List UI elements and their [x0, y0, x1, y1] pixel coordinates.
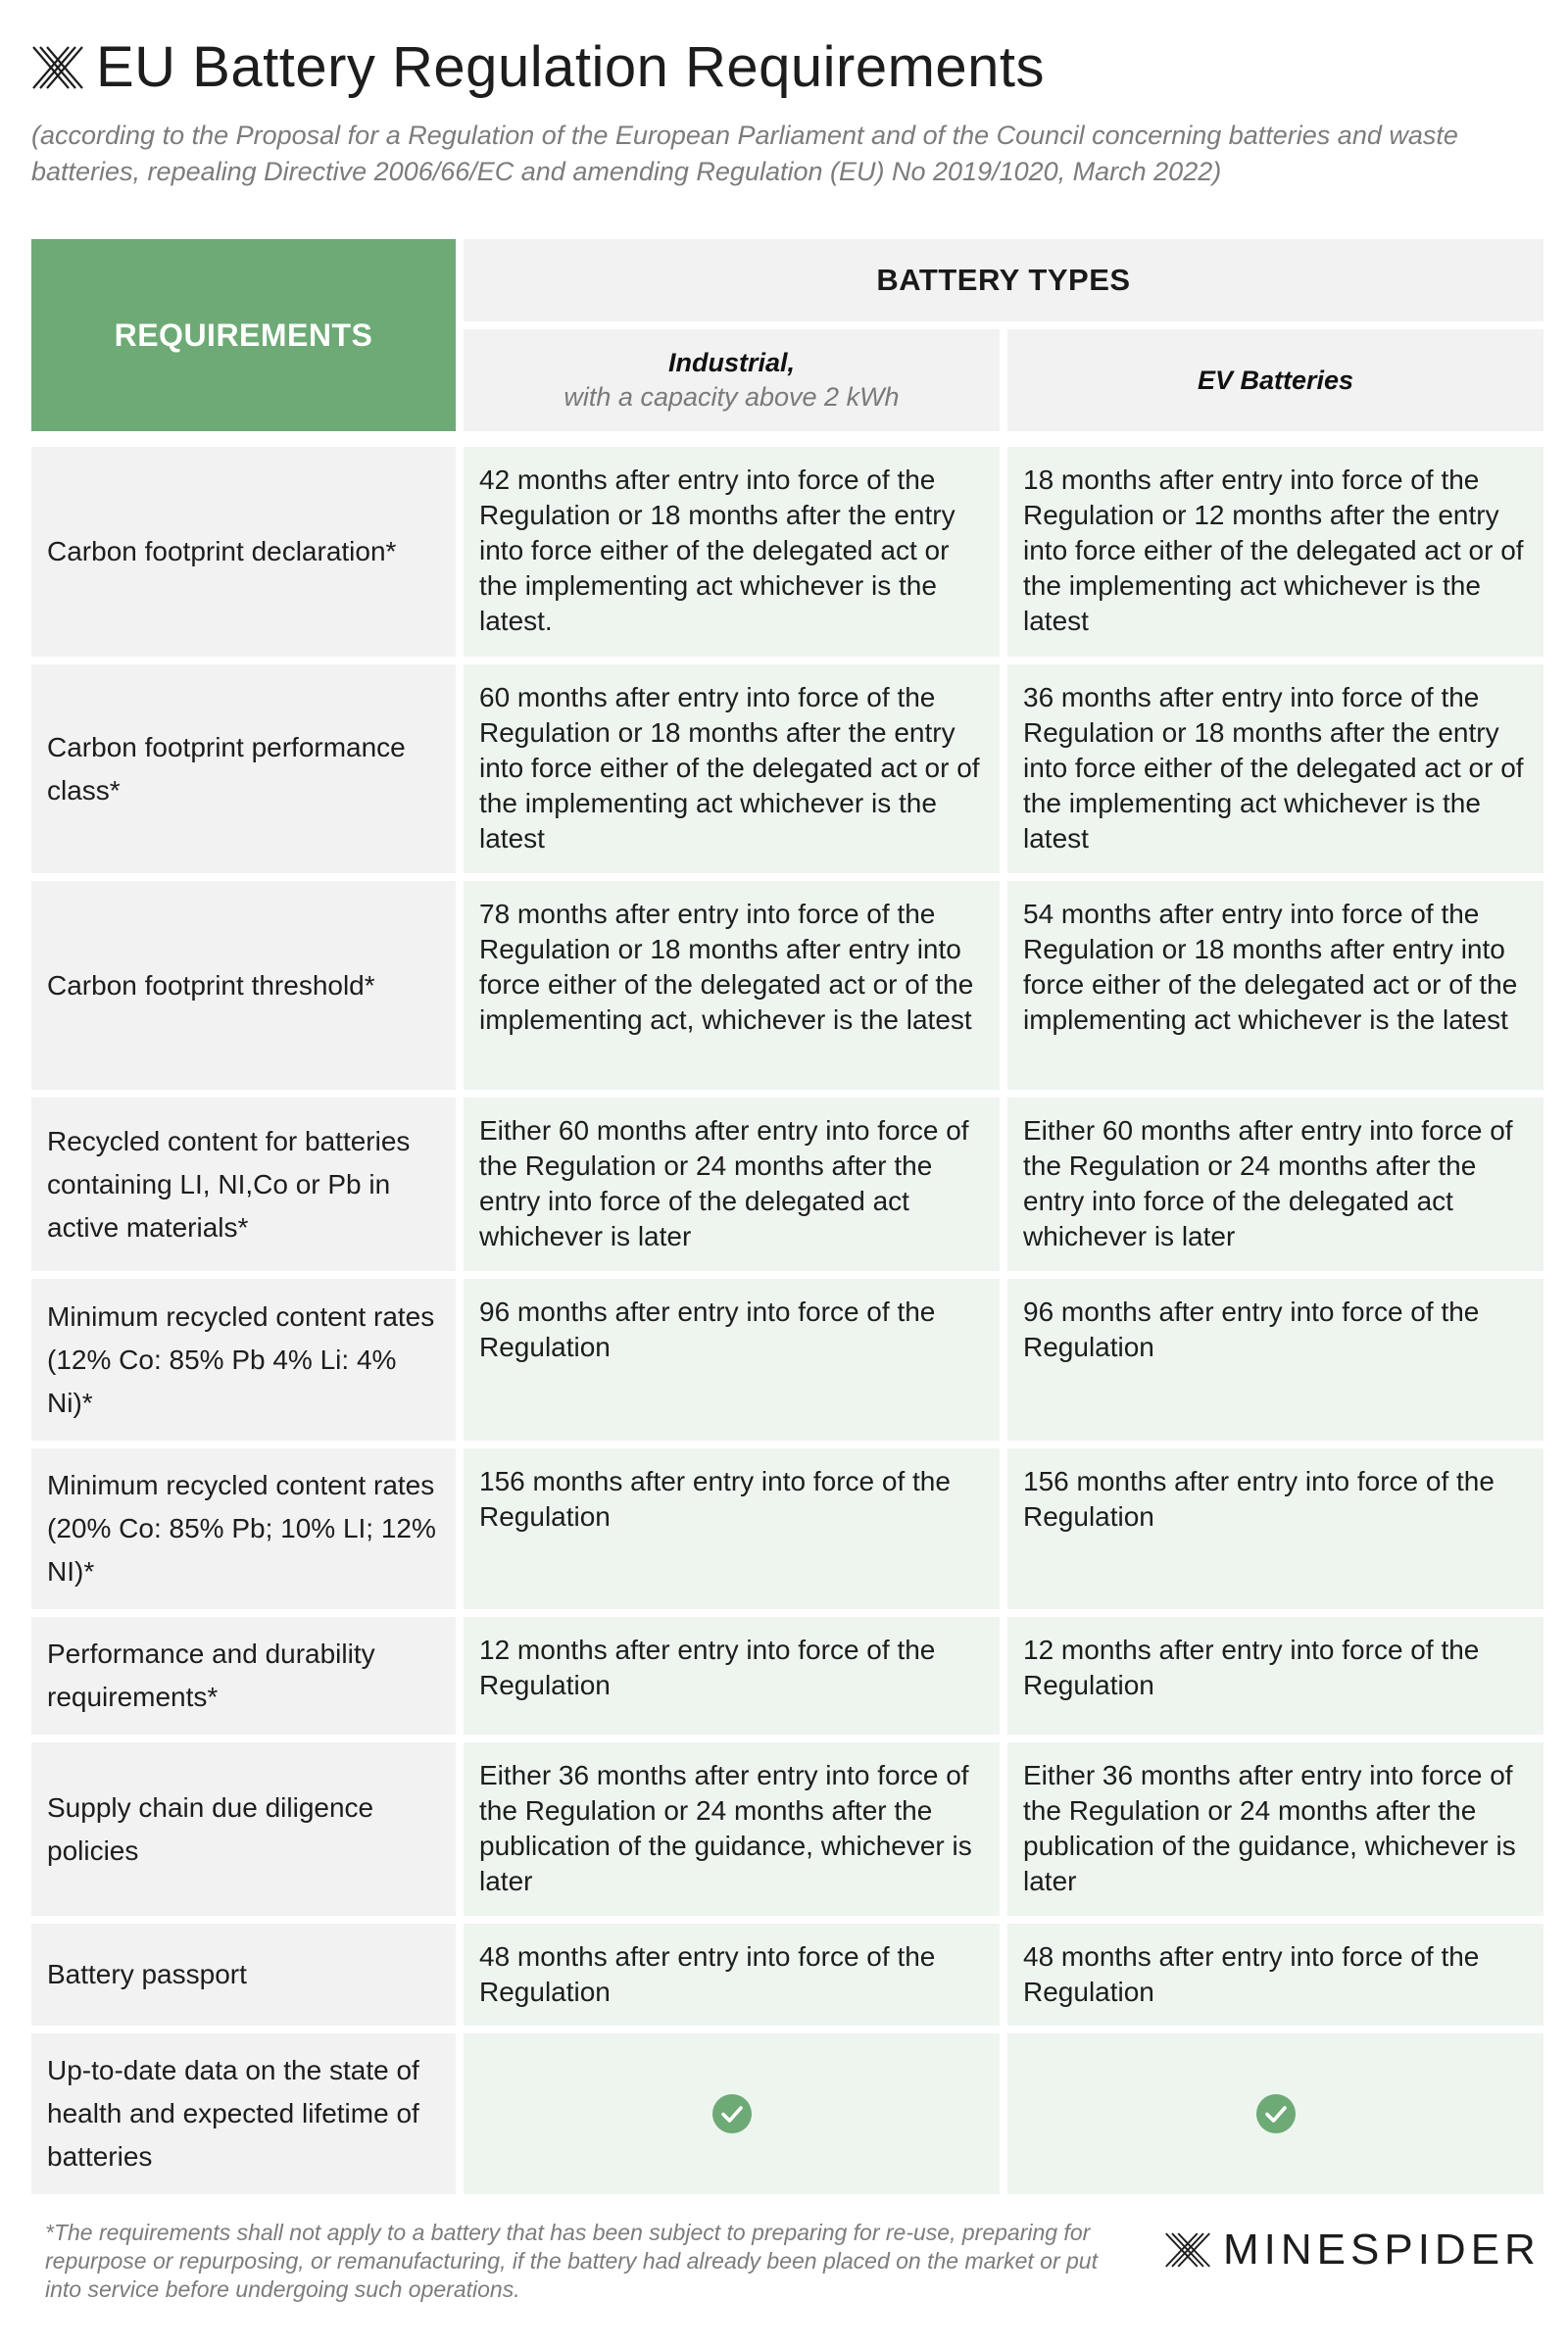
ev-cell: 18 months after entry into force of the Regulation or 12 months after the entry into force either of the delegated act or of the implementing act whichever is the latest — [1007, 447, 1544, 657]
page-title: EU Battery Regulation Requirements — [96, 35, 1046, 99]
industrial-cell: 42 months after entry into force of the Regulation or 18 months after the entry into force either of the delegated act or the implementing act whichever is the latest. — [464, 447, 1000, 657]
ev-cell: 156 months after entry into force of the Regulation — [1007, 1448, 1544, 1609]
column-title: EV Batteries — [1197, 365, 1354, 395]
crosshatch-logo-icon — [1164, 2226, 1211, 2274]
ev-cell: Either 60 months after entry into force of the Regulation or 24 months after the entry into force of the delegated act whichever is later — [1007, 1098, 1544, 1271]
ev-cell: 12 months after entry into force of the Regulation — [1007, 1617, 1544, 1735]
crosshatch-logo-icon — [31, 41, 84, 94]
industrial-cell: 12 months after entry into force of the Regulation — [464, 1617, 1000, 1735]
requirement-cell: Carbon footprint performance class* — [31, 664, 456, 873]
ev-cell — [1007, 2033, 1544, 2194]
requirement-cell: Carbon footprint declaration* — [31, 447, 456, 657]
check-circle-icon — [1255, 2093, 1297, 2134]
brand-name-part1: MINE — [1223, 2226, 1350, 2274]
brand-name-part2: SPIDER — [1350, 2226, 1541, 2274]
requirement-cell: Supply chain due diligence policies — [31, 1742, 456, 1916]
table-row — [31, 1617, 1541, 1735]
page-subtitle: (according to the Proposal for a Regulation of the European Parliament and of the Council concerning batteries and waste batteries, repealing Directive 2006/66/EC and amending Regulation (EU) No 2019/1020, March 2022) — [31, 121, 1458, 186]
ev-cell: 48 months after entry into force of the Regulation — [1007, 1924, 1544, 2026]
industrial-cell: 60 months after entry into force of the Regulation or 18 months after the entry into force either of the delegated act or of the implementing act whichever is the latest — [464, 664, 1000, 873]
column-title: Industrial, — [667, 348, 795, 377]
industrial-cell: Either 60 months after entry into force of the Regulation or 24 months after the entry into force of the delegated act whichever is later — [464, 1098, 1000, 1271]
table-row — [31, 2033, 1541, 2194]
table-row — [31, 881, 1541, 1090]
requirements-header: REQUIREMENTS — [31, 239, 456, 431]
industrial-cell: 156 months after entry into force of the Regulation — [464, 1448, 1000, 1609]
title-row — [31, 35, 1541, 99]
industrial-cell: Either 36 months after entry into force of the Regulation or 24 months after the publication of the guidance, whichever is later — [464, 1742, 1000, 1916]
ev-cell: 36 months after entry into force of the Regulation or 18 months after the entry into force either of the delegated act or of the implementing act whichever is the latest — [1007, 664, 1544, 873]
header — [31, 35, 1541, 190]
table-row — [31, 1098, 1541, 1271]
requirement-cell: Up-to-date data on the state of health and expected lifetime of batteries — [31, 2033, 456, 2194]
table-row — [31, 447, 1541, 657]
table-row — [31, 1742, 1541, 1916]
column-header-industrial — [464, 329, 1000, 431]
brand — [1164, 2226, 1541, 2274]
check-circle-icon — [711, 2093, 753, 2134]
ev-cell: 54 months after entry into force of the Regulation or 18 months after entry into force either of the delegated act or of the implementing act whichever is the latest — [1007, 881, 1544, 1090]
table-row — [31, 1279, 1541, 1441]
table-row — [31, 664, 1541, 873]
requirement-cell: Carbon footprint threshold* — [31, 881, 456, 1090]
footnote: *The requirements shall not apply to a battery that has been subject to preparing for re-use, preparing for repurpose or repurposing, or remanufacturing, if the battery had already been placed on the market or put into service before undergoing such operations. — [45, 2220, 1098, 2302]
requirement-cell: Minimum recycled content rates (12% Co: 85% Pb 4% Li: 4% Ni)* — [31, 1279, 456, 1441]
table-row — [31, 1924, 1541, 2026]
industrial-cell: 48 months after entry into force of the Regulation — [464, 1924, 1000, 2026]
industrial-cell: 96 months after entry into force of the Regulation — [464, 1279, 1000, 1441]
requirement-cell: Battery passport — [31, 1924, 456, 2026]
table-body — [31, 447, 1541, 2202]
column-subtitle: with a capacity above 2 kWh — [564, 382, 900, 412]
requirement-cell: Minimum recycled content rates (20% Co: 85% Pb; 10% LI; 12% NI)* — [31, 1448, 456, 1609]
industrial-cell — [464, 2033, 1000, 2194]
column-header-ev — [1007, 329, 1544, 431]
industrial-cell: 78 months after entry into force of the Regulation or 18 months after entry into force either of the delegated act or of the implementing act, whichever is the latest — [464, 881, 1000, 1090]
battery-types-header: BATTERY TYPES — [464, 239, 1544, 321]
requirement-cell: Recycled content for batteries containing LI, NI,Co or Pb in active materials* — [31, 1098, 456, 1271]
ev-cell: Either 36 months after entry into force of the Regulation or 24 months after the publication of the guidance, whichever is later — [1007, 1742, 1544, 1916]
table-row — [31, 1448, 1541, 1609]
requirement-cell: Performance and durability requirements* — [31, 1617, 456, 1735]
table-header — [31, 239, 1541, 431]
brand-name — [1223, 2228, 1541, 2272]
ev-cell: 96 months after entry into force of the Regulation — [1007, 1279, 1544, 1441]
